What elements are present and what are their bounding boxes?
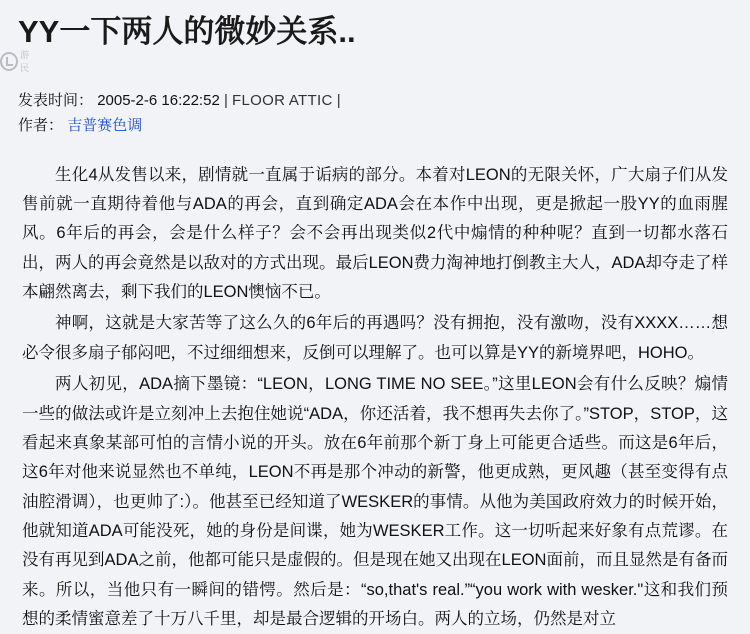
author-row xyxy=(18,113,750,139)
paragraph-2: 神啊，这就是大家苦等了这么久的6年后的再遇吗？没有拥抱，没有激吻，没有XXXX……想必令很多扇子郁闷吧，不过细细想来，反倒可以理解了。也可以算是YY的新境界吧，HOHO。 xyxy=(22,314,728,362)
watermark-badge xyxy=(0,48,36,74)
author-link[interactable]: 吉普赛色调 xyxy=(67,117,143,135)
site-watermark xyxy=(0,48,36,74)
author-label: 作者： xyxy=(18,117,64,135)
publish-date: 2005-2-6 16:22:52 xyxy=(97,91,220,109)
watermark-label: 游民 xyxy=(20,50,29,73)
paragraph-3: 两人初见，ADA摘下墨镜：“LEON，LONG TIME NO SEE。”这里LEON会有什么反映？煽情一些的做法或许是立刻冲上去抱住她说“ADA，你还活着，我不想再失去你了。”STOP，STOP，这看起来真象某部可怕的言情小说的开头。放在6年前那个新丁身上可能更合适些。而这是6年后，这6年对他来说显然也不单纯，LEON不再是那个冲动的新警，他更成熟，更风趣（甚至变得有点油腔滑调），也更帅了:）。他甚至已经知道了WESKER的事情。从他为美国政府效力的时候开始，他就知道ADA可能没死，她的身份是间谍，她为WESKER工作。这一切听起来好象有点荒谬。在没有再见到ADA之前，他都可能只是虚假的。但是现在她又出现在LEON面前，而且显然是有备而来。所以，当他只有一瞬间的错愕。然后是：“so,that's real.”“you work with wesker."这和我们预想的柔情蜜意差了十万八千里，却是最合逻辑的开场白。两人的立场，仍然是对立 xyxy=(22,375,728,629)
page-title: YY一下两人的微妙关系.. xyxy=(18,14,356,49)
article-body xyxy=(0,139,750,634)
source-name: FLOOR ATTIC xyxy=(232,91,333,109)
article-meta xyxy=(0,50,750,139)
meta-separator-right: | xyxy=(336,91,341,109)
meta-separator-left: | xyxy=(223,91,228,109)
publish-row xyxy=(18,88,750,114)
paragraph-1: 生化4从发售以来，剧情就一直属于诟病的部分。本着对LEON的无限关怀，广大扇子们从发售前就一直期待着他与ADA的再会，直到确定ADA会在本作中出现，更是掀起一股YY的血雨腥风。6年后的再会，会是什么样子？会不会再出现类似2代中煽情的种种呢？直到一切都水落石出，两人的再会竟然是以敌对的方式出现。最后LEON费力淘神地打倒教主大人，ADA却夺走了样本翩然离去，剩下我们的LEON懊恼不已。 xyxy=(22,165,728,302)
publish-label: 发表时间： xyxy=(18,91,94,109)
check-circle-icon xyxy=(0,52,18,71)
